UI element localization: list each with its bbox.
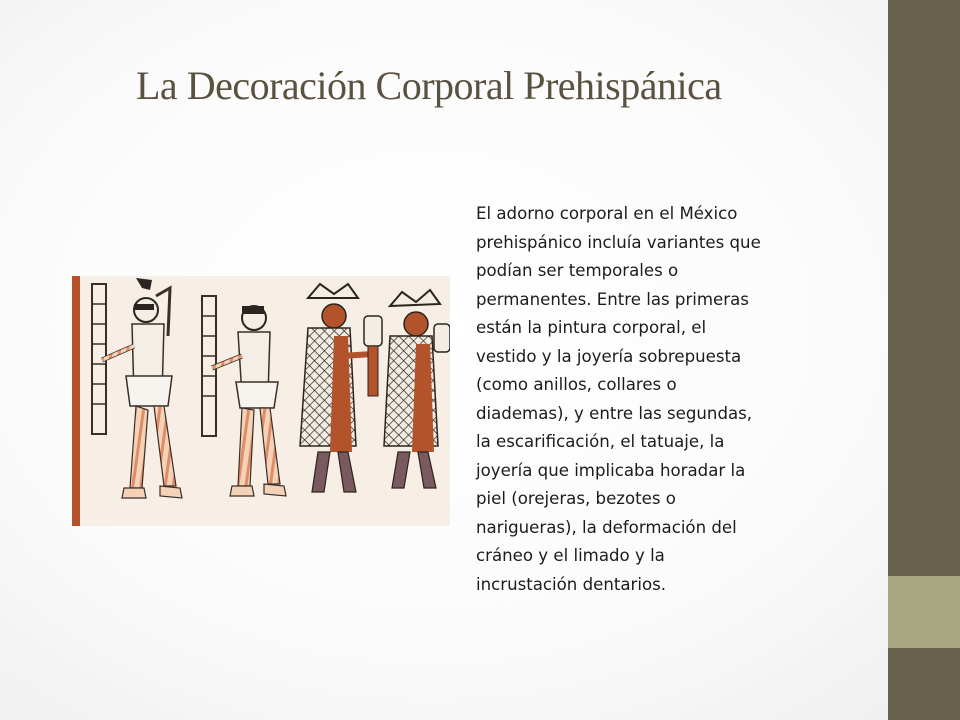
figure-3 [300,284,382,492]
body-line: diademas), y entre las segundas, [476,403,753,423]
side-bar-accent [888,576,960,648]
body-line: piel (orejeras, bezotes o [476,489,676,508]
body-line: están la pintura corporal, el [476,318,707,337]
body-line: incrustación dentarios. [476,574,667,594]
body-line: El adorno corporal en el México [476,204,738,223]
body-line: permanentes. Entre las primeras [476,289,749,309]
slide-title: La Decoración Corporal Prehispánica [136,63,722,108]
body-paragraph [476,200,826,599]
codex-illustration [72,276,450,526]
body-line: cráneo y el limado y la [476,546,665,565]
body-line: narigueras), la deformación del [476,517,737,537]
body-line: joyería que implicaba horadar la [476,460,746,480]
body-line: la escarificación, el tatuaje, la [476,432,725,451]
body-line: (como anillos, collares o [476,375,677,394]
body-line: prehispánico incluía variantes que [476,232,761,252]
figure-2 [202,296,286,496]
body-line: vestido y la joyería sobrepuesta [476,346,742,366]
body-line: podían ser temporales o [476,261,679,280]
figure-1 [92,278,182,498]
figure-4 [384,290,450,488]
